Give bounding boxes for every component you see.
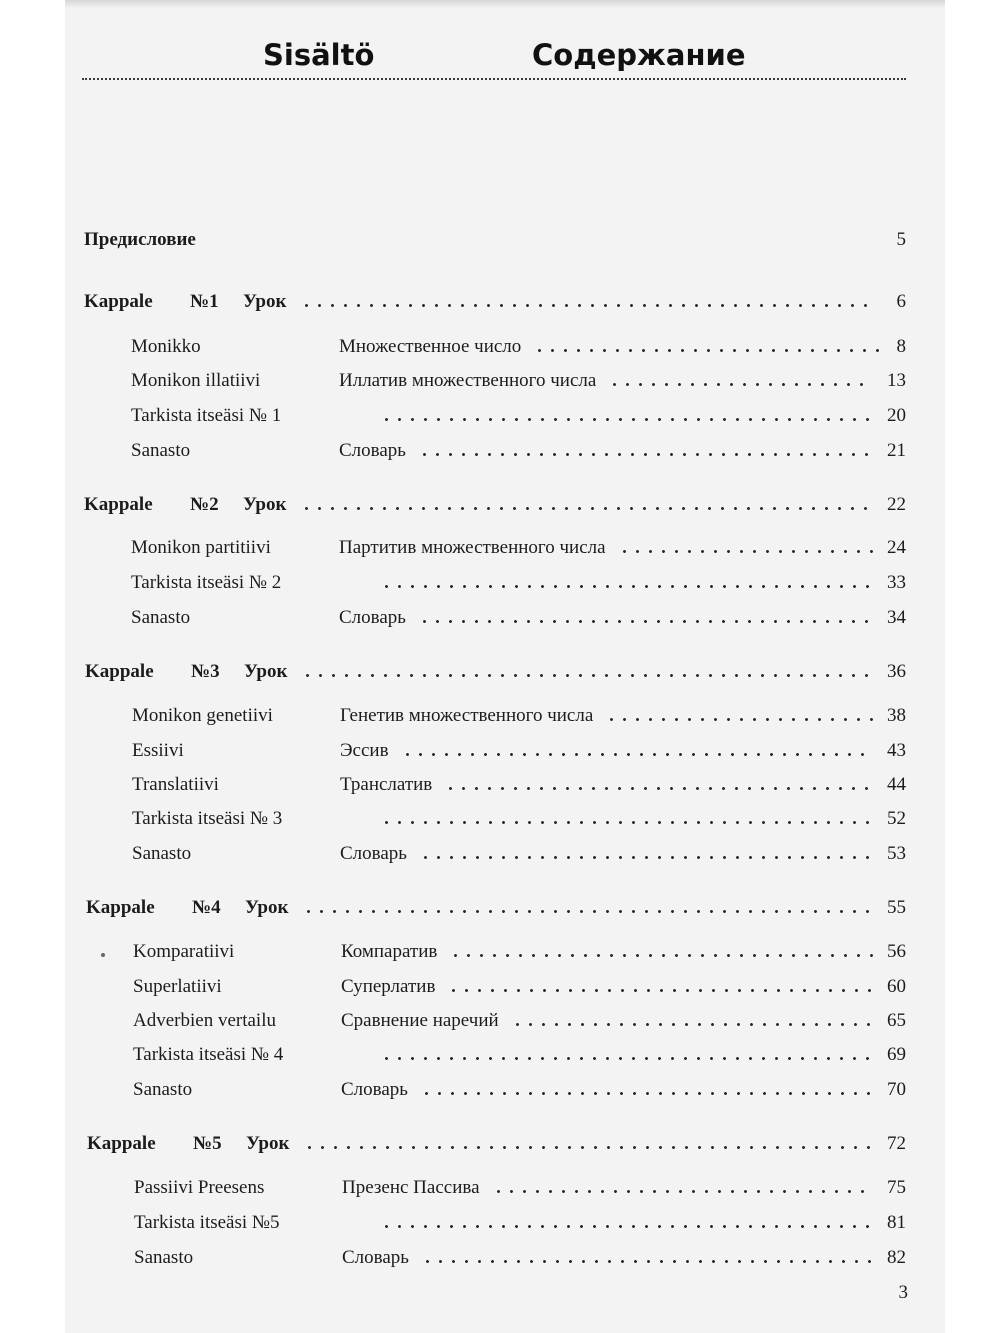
lesson-heading-1 bbox=[0, 287, 1000, 317]
entry-finnish-title: Passiivi Preesens bbox=[134, 1177, 265, 1198]
leader-dots bbox=[420, 1092, 873, 1095]
leader-dots bbox=[492, 1190, 873, 1193]
entry-finnish-title: Sanasto bbox=[133, 1079, 193, 1100]
toc-entry bbox=[0, 839, 1000, 869]
leader-dots bbox=[444, 787, 873, 790]
toc-entry bbox=[0, 603, 1000, 633]
toc-entry bbox=[0, 1208, 1000, 1238]
entry-page: 13 bbox=[887, 370, 906, 391]
leader-dots bbox=[301, 674, 870, 677]
toc-entry bbox=[0, 1006, 1000, 1036]
entry-russian-title: Генетив множественного числа bbox=[340, 705, 594, 726]
lesson-label: Kappale bbox=[86, 897, 155, 918]
entry-page: 81 bbox=[887, 1212, 906, 1233]
lesson-page: 55 bbox=[887, 897, 906, 918]
lesson-label: Kappale bbox=[85, 661, 154, 682]
entry-finnish-title: Tarkista itseäsi № 2 bbox=[131, 572, 282, 593]
entry-russian-title: Словарь bbox=[341, 1079, 408, 1100]
entry-russian-title: Словарь bbox=[339, 607, 406, 628]
entry-finnish-title: Tarkista itseäsi №5 bbox=[134, 1212, 280, 1233]
entry-russian-title: Презенс Пассива bbox=[342, 1177, 480, 1198]
entry-finnish-title: Translatiivi bbox=[132, 774, 219, 795]
leader-dots bbox=[605, 718, 873, 721]
entry-finnish-title: Sanasto bbox=[134, 1247, 194, 1268]
toc-entry bbox=[0, 804, 1000, 834]
lesson-label: Kappale bbox=[84, 291, 153, 312]
toc-entry bbox=[0, 937, 1000, 967]
entry-page: 24 bbox=[887, 537, 906, 558]
lesson-heading-3 bbox=[0, 657, 1000, 687]
entry-finnish-title: Essiivi bbox=[132, 740, 184, 761]
title-dotted-rule bbox=[82, 78, 906, 80]
entry-finnish-title: Superlatiivi bbox=[133, 976, 222, 997]
entry-russian-title: Иллатив множественного числа bbox=[339, 370, 597, 391]
leader-dots bbox=[401, 753, 873, 756]
leader-dots bbox=[421, 1260, 873, 1263]
entry-page: 75 bbox=[887, 1177, 906, 1198]
leader-dots bbox=[447, 989, 873, 992]
toc-entry bbox=[0, 1243, 1000, 1273]
entry-page: 8 bbox=[896, 336, 906, 357]
lesson-urok-label: Урок bbox=[245, 897, 289, 918]
entry-page: 60 bbox=[887, 976, 906, 997]
entry-russian-title: Сравнение наречий bbox=[341, 1010, 499, 1031]
leader-dots bbox=[300, 507, 870, 510]
toc-entry bbox=[0, 1040, 1000, 1070]
leader-dots bbox=[608, 383, 873, 386]
leader-dots bbox=[618, 550, 873, 553]
entry-finnish-title: Adverbien vertailu bbox=[133, 1010, 276, 1031]
entry-russian-title: Множественное число bbox=[339, 336, 522, 357]
toc-entry bbox=[0, 1173, 1000, 1203]
leader-dots bbox=[380, 1225, 873, 1228]
lesson-label: Kappale bbox=[84, 494, 153, 515]
lesson-heading-4 bbox=[0, 893, 1000, 923]
entry-russian-title: Транслатив bbox=[340, 774, 433, 795]
stray-dot-mark bbox=[101, 953, 105, 957]
leader-dots bbox=[300, 304, 870, 307]
leader-dots bbox=[511, 1023, 873, 1026]
entry-finnish-title: Monikon illatiivi bbox=[131, 370, 261, 391]
preface-label: Предисловие bbox=[84, 229, 196, 250]
entry-russian-title: Словарь bbox=[340, 843, 407, 864]
leader-dots bbox=[380, 585, 873, 588]
leader-dots bbox=[303, 1146, 870, 1149]
entry-page: 53 bbox=[887, 843, 906, 864]
leader-dots bbox=[380, 821, 873, 824]
toc-entry bbox=[0, 436, 1000, 466]
toc-entry bbox=[0, 401, 1000, 431]
toc-entry bbox=[0, 736, 1000, 766]
lesson-heading-5 bbox=[0, 1129, 1000, 1159]
lesson-page: 6 bbox=[896, 291, 906, 312]
entry-page: 33 bbox=[887, 572, 906, 593]
leader-dots bbox=[449, 954, 873, 957]
toc-entry bbox=[0, 533, 1000, 563]
lesson-label: Kappale bbox=[87, 1133, 156, 1154]
toc-entry bbox=[0, 568, 1000, 598]
leader-dots bbox=[419, 856, 873, 859]
lesson-urok-label: Урок bbox=[244, 661, 288, 682]
title-finnish: Sisältö bbox=[263, 38, 375, 72]
lesson-number: №2 bbox=[190, 494, 219, 515]
leader-dots bbox=[418, 453, 873, 456]
entry-russian-title: Словарь bbox=[342, 1247, 409, 1268]
lesson-number: №5 bbox=[193, 1133, 222, 1154]
entry-finnish-title: Tarkista itseäsi № 4 bbox=[133, 1044, 284, 1065]
entry-page: 21 bbox=[887, 440, 906, 461]
entry-finnish-title: Monikon partitiivi bbox=[131, 537, 271, 558]
entry-page: 65 bbox=[887, 1010, 906, 1031]
toc-entry bbox=[0, 366, 1000, 396]
entry-page: 52 bbox=[887, 808, 906, 829]
entry-russian-title: Словарь bbox=[339, 440, 406, 461]
title-russian: Содержание bbox=[532, 38, 746, 72]
entry-page: 82 bbox=[887, 1247, 906, 1268]
toc-entry bbox=[0, 972, 1000, 1002]
leader-dots bbox=[380, 418, 873, 421]
lesson-number: №3 bbox=[191, 661, 220, 682]
entry-page: 56 bbox=[887, 941, 906, 962]
page-top-shadow bbox=[65, 0, 945, 8]
entry-finnish-title: Monikko bbox=[131, 336, 201, 357]
entry-finnish-title: Sanasto bbox=[131, 440, 191, 461]
entry-page: 69 bbox=[887, 1044, 906, 1065]
lesson-page: 22 bbox=[887, 494, 906, 515]
leader-dots bbox=[418, 620, 873, 623]
entry-page: 20 bbox=[887, 405, 906, 426]
entry-page: 43 bbox=[887, 740, 906, 761]
toc-entry bbox=[0, 332, 1000, 362]
lesson-number: №1 bbox=[190, 291, 219, 312]
entry-finnish-title: Tarkista itseäsi № 3 bbox=[132, 808, 283, 829]
entry-page: 70 bbox=[887, 1079, 906, 1100]
entry-finnish-title: Monikon genetiivi bbox=[132, 705, 273, 726]
toc-entry bbox=[0, 701, 1000, 731]
lesson-page: 36 bbox=[887, 661, 906, 682]
entry-page: 34 bbox=[887, 607, 906, 628]
page-number: 3 bbox=[898, 1282, 908, 1303]
toc-entry bbox=[0, 770, 1000, 800]
leader-dots bbox=[380, 1057, 873, 1060]
entry-finnish-title: Tarkista itseäsi № 1 bbox=[131, 405, 282, 426]
preface-page: 5 bbox=[896, 229, 906, 250]
lesson-urok-label: Урок bbox=[243, 494, 287, 515]
lesson-urok-label: Урок bbox=[243, 291, 287, 312]
lesson-page: 72 bbox=[887, 1133, 906, 1154]
lesson-heading-2 bbox=[0, 490, 1000, 520]
entry-russian-title: Партитив множественного числа bbox=[339, 537, 606, 558]
entry-russian-title: Эссив bbox=[340, 740, 389, 761]
lesson-number: №4 bbox=[192, 897, 221, 918]
leader-dots bbox=[302, 910, 870, 913]
lesson-urok-label: Урок bbox=[246, 1133, 290, 1154]
entry-page: 44 bbox=[887, 774, 906, 795]
toc-preface-line bbox=[0, 225, 1000, 255]
entry-russian-title: Компаратив bbox=[341, 941, 438, 962]
entry-page: 38 bbox=[887, 705, 906, 726]
entry-finnish-title: Komparatiivi bbox=[133, 941, 235, 962]
entry-finnish-title: Sanasto bbox=[131, 607, 191, 628]
entry-russian-title: Суперлатив bbox=[341, 976, 436, 997]
toc-entry bbox=[0, 1075, 1000, 1105]
entry-finnish-title: Sanasto bbox=[132, 843, 192, 864]
leader-dots bbox=[533, 349, 883, 352]
